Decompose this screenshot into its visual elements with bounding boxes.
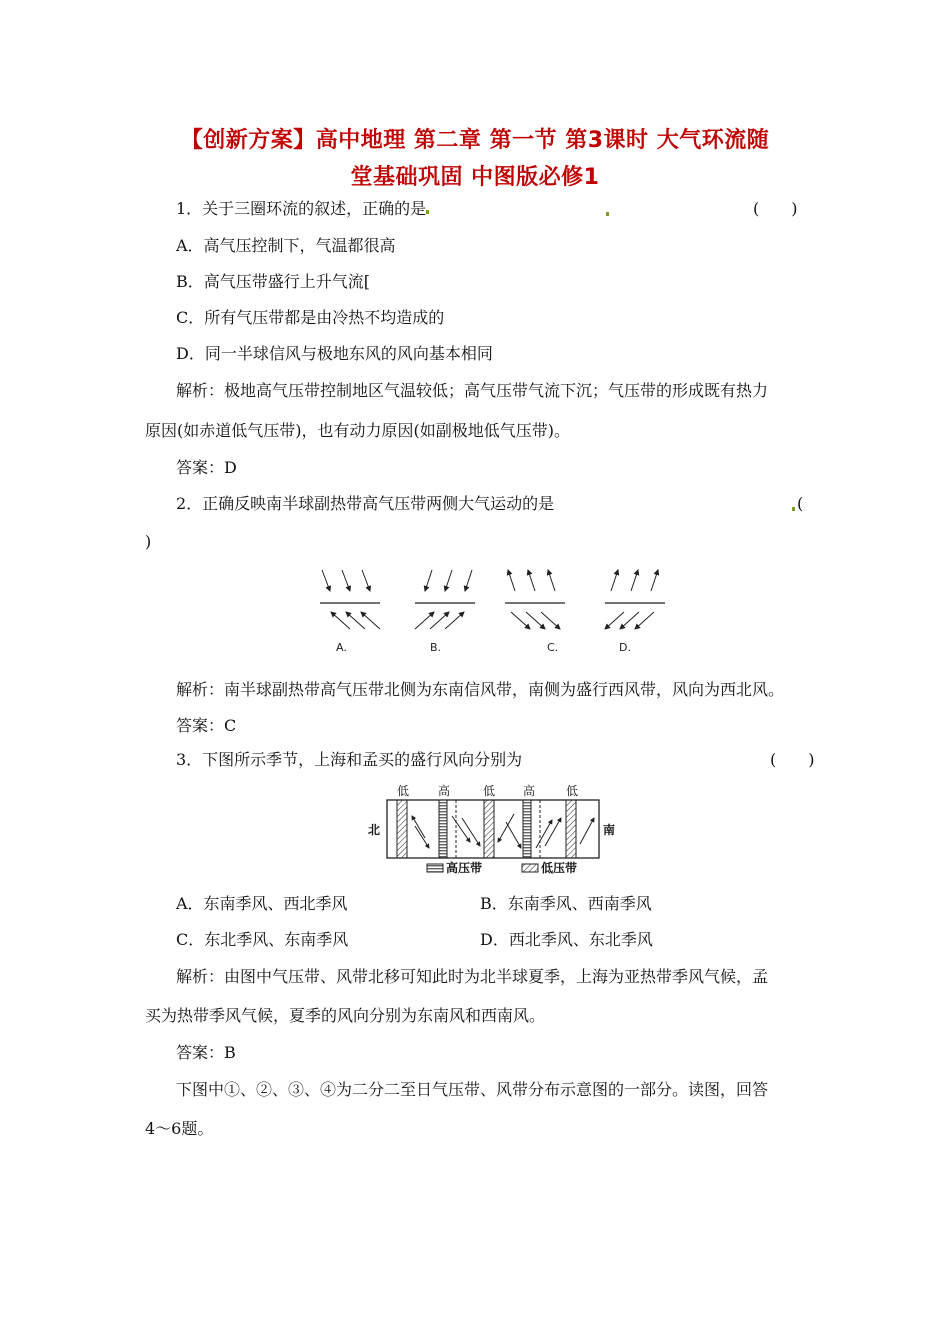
- label-north: 北: [368, 823, 381, 837]
- q3-stem: 3．下图所示季节，上海和孟买的盛行风向分别为: [176, 750, 523, 769]
- label-high-2: 高: [523, 784, 536, 798]
- low-pressure-belt-2: [484, 800, 494, 858]
- q1-analysis-line2: 原因(如赤道低气压带)，也有动力原因(如副极地低气压带)。: [145, 421, 570, 440]
- q4-6-intro-line1: 下图中①、②、③、④为二分二至日气压带、风带分布示意图的一部分。读图，回答: [176, 1080, 769, 1099]
- q2-answer: 答案：C: [176, 716, 237, 735]
- marker-dot: [426, 210, 429, 214]
- q1-option-a: A．高气压控制下，气温都很高: [176, 236, 396, 255]
- q3-bracket: ( ): [770, 750, 815, 769]
- legend-low-label: 低压带: [541, 861, 578, 875]
- q1-option-b: B．高气压带盛行上升气流[: [176, 272, 371, 291]
- low-pressure-belt-1: [397, 800, 407, 858]
- high-pressure-belt-2: [523, 800, 531, 858]
- legend-high-label: 高压带: [446, 861, 483, 875]
- page-title-line2: 堂基础巩固 中图版必修1: [350, 165, 600, 190]
- high-pressure-belt-1: [439, 800, 447, 858]
- q3-option-a: A．东南季风、西北季风: [176, 894, 348, 913]
- label-low-1: 低: [397, 784, 410, 798]
- q1-stem: 1．关于三圈环流的叙述，正确的是: [176, 199, 429, 219]
- q1-answer: 答案：D: [176, 458, 237, 477]
- diagram-b: [415, 570, 475, 629]
- q1-bracket: ( ): [753, 199, 798, 218]
- diagram-label-b: B.: [430, 641, 442, 654]
- q2-wind-diagrams: [0, 560, 950, 660]
- q1-analysis-line1: 解析：极地高气压带控制地区气温较低；高气压带气流下沉；气压带的形成既有热力: [176, 381, 769, 400]
- q1-option-d: D．同一半球信风与极地东风的风向基本相同: [176, 344, 493, 363]
- q3-option-c: C．东北季风、东南季风: [176, 930, 349, 949]
- q3-pressure-belt-diagram: [0, 778, 950, 883]
- q3-analysis-line1: 解析：由图中气压带、风带北移可知此时为北半球夏季，上海为亚热带季风气候，孟: [176, 967, 769, 986]
- q3-option-d: D．西北季风、东北季风: [480, 930, 653, 949]
- legend-low-swatch: [522, 864, 538, 872]
- label-low-2: 低: [483, 784, 496, 798]
- marker-dot: [792, 507, 795, 511]
- legend-high-swatch: [427, 864, 443, 872]
- diagram-label-a: A.: [336, 641, 347, 654]
- q3-answer: 答案：B: [176, 1043, 236, 1062]
- q3-analysis-line2: 买为热带季风气候，夏季的风向分别为东南风和西南风。: [145, 1006, 546, 1025]
- label-south: 南: [603, 823, 616, 837]
- diagram-d: [605, 570, 665, 629]
- diagram-c: [505, 570, 565, 629]
- low-pressure-belt-3: [566, 800, 576, 858]
- q3-option-b: B．东南季风、西南季风: [480, 894, 652, 913]
- diagram-label-c: C.: [547, 641, 559, 654]
- marker-dot: [606, 212, 609, 216]
- q2-stem: 2．正确反映南半球副热带高气压带两侧大气运动的是: [176, 494, 555, 513]
- q1-option-c: C．所有气压带都是由冷热不均造成的: [176, 308, 445, 327]
- page-title-line1: 【创新方案】高中地理 第二章 第一节 第3课时 大气环流随: [180, 128, 770, 153]
- q4-6-intro-line2: 4～6题。: [145, 1119, 214, 1138]
- diagram-a: [320, 570, 380, 629]
- diagram-label-d: D.: [619, 641, 631, 654]
- q2-bracket-open: (: [797, 494, 804, 513]
- label-low-3: 低: [566, 784, 579, 798]
- q2-analysis: 解析：南半球副热带高气压带北侧为东南信风带，南侧为盛行西风带，风向为西北风。: [176, 680, 785, 699]
- q2-bracket-close: ): [145, 532, 152, 551]
- label-high-1: 高: [438, 784, 451, 798]
